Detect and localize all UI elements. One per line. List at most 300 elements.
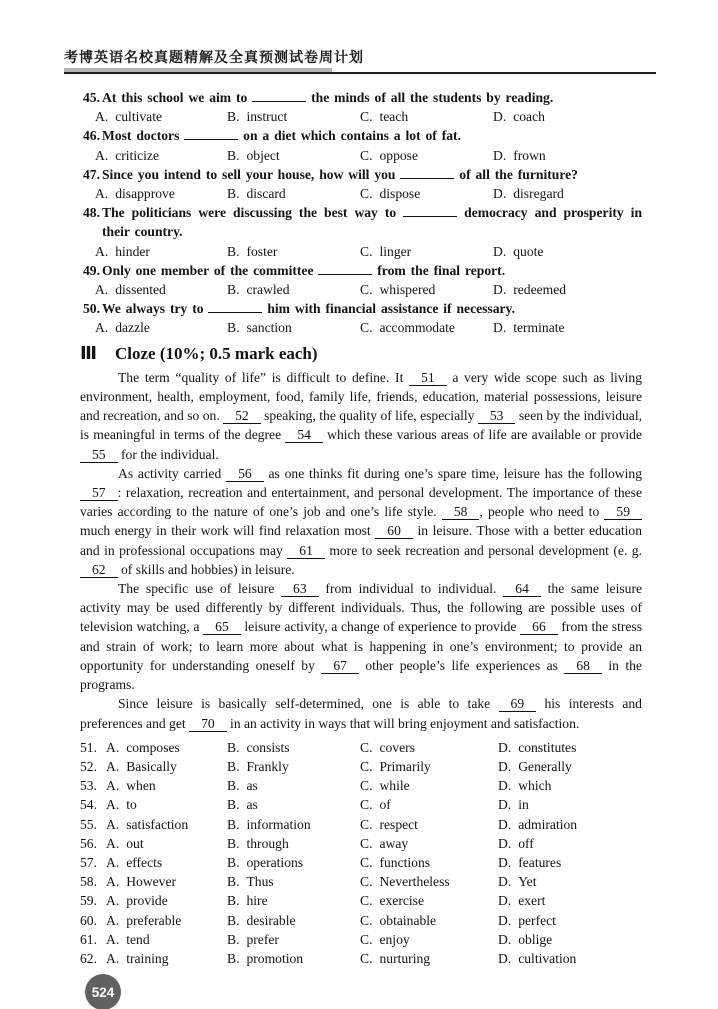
option-c: [360, 930, 498, 949]
option-text: preferable: [126, 912, 182, 928]
option-letter: D.: [498, 893, 512, 909]
option-text: cultivate: [115, 109, 163, 125]
question-number: 51.: [80, 739, 97, 755]
option-a: [95, 146, 227, 165]
question-options-row: [95, 318, 642, 337]
question-number: 60.: [80, 912, 97, 928]
question-options-row: [95, 107, 642, 126]
option-text: functions: [379, 854, 431, 870]
option-c: [360, 795, 498, 814]
cloze-heading: [80, 344, 642, 363]
option-letter: B.: [227, 778, 240, 794]
option-letter: C.: [360, 950, 373, 966]
option-letter: B.: [227, 854, 240, 870]
cloze-question-row: [80, 930, 642, 949]
cloze-blank-57: 57: [80, 485, 118, 501]
option-text: dispose: [379, 186, 421, 202]
option-letter: C.: [360, 758, 373, 774]
option-a: [95, 184, 227, 203]
cloze-paragraph: The specific use of leisure 63 from individual to individual. 64 the same leisure activity may be used differently by different individuals. Thus, the following are possible uses of television watching, a 65 leisure activity, a change of experience to provide 66 from the stress and strain of work; to learn more about what is happening in one’s environment; to provide an opportunity for understanding oneself by 67 other people’s life experiences as 68 in the programs.: [80, 581, 643, 693]
option-text: hinder: [115, 243, 150, 259]
option-letter: C.: [360, 739, 373, 755]
option-c: [360, 949, 498, 968]
option-text: respect: [379, 816, 418, 832]
option-text: quote: [513, 243, 544, 259]
option-letter: D.: [498, 874, 512, 890]
question-stem: Most doctors on a diet which contains a lot of fat.: [102, 128, 461, 144]
option-letter: A.: [95, 320, 109, 336]
option-a: [106, 776, 227, 795]
option-b: [227, 853, 360, 872]
option-text: exercise: [379, 893, 424, 909]
cloze-question-row: [80, 834, 642, 853]
option-text: whispered: [379, 282, 436, 298]
answer-blank: [318, 263, 372, 275]
answer-blank: [208, 302, 262, 314]
option-text: oblige: [518, 931, 553, 947]
cloze-blank-54: 54: [285, 427, 323, 443]
vocab-question: [83, 299, 642, 337]
option-text: away: [379, 835, 409, 851]
option-a: [106, 757, 227, 776]
option-text: effects: [126, 854, 163, 870]
option-text: crawled: [246, 282, 290, 298]
option-letter: C.: [360, 816, 373, 832]
question-number: 55.: [80, 816, 97, 832]
question-stem-row: [83, 88, 642, 107]
option-letter: C.: [360, 186, 373, 202]
vocab-question: [83, 88, 642, 126]
option-b: [227, 280, 360, 299]
vocab-question: [83, 165, 642, 203]
cloze-question-row: [80, 911, 642, 930]
page-number-badge: [85, 974, 121, 1009]
option-text: dissented: [115, 282, 166, 298]
question-stem-row: [83, 261, 642, 280]
option-letter: C.: [360, 912, 373, 928]
option-b: [227, 891, 360, 910]
cloze-question-row: [80, 776, 642, 795]
option-text: covers: [379, 739, 415, 755]
option-c: [360, 757, 498, 776]
answer-blank: [252, 90, 306, 102]
option-text: consists: [246, 739, 290, 755]
option-letter: C.: [360, 778, 373, 794]
question-number: 50.: [83, 301, 100, 317]
option-d: [498, 757, 572, 776]
question-stem-row: [83, 203, 642, 241]
option-b: [227, 318, 360, 337]
option-c: [360, 318, 493, 337]
option-text: object: [246, 147, 280, 163]
vocab-question: [83, 261, 642, 299]
option-letter: C.: [360, 109, 373, 125]
option-a: [95, 242, 227, 261]
option-letter: B.: [227, 243, 240, 259]
option-d: [493, 107, 545, 126]
option-a: [106, 930, 227, 949]
option-letter: C.: [360, 874, 373, 890]
option-letter: C.: [360, 854, 373, 870]
option-letter: A.: [95, 282, 109, 298]
option-c: [360, 107, 493, 126]
option-text: nurturing: [379, 950, 431, 966]
option-a: [106, 853, 227, 872]
option-b: [227, 872, 360, 891]
cloze-blank-53: 53: [478, 408, 516, 424]
option-text: features: [518, 854, 562, 870]
option-text: hire: [246, 893, 268, 909]
cloze-blank-51: 51: [409, 370, 447, 386]
option-a: [106, 891, 227, 910]
header-title: 考博英语名校真题精解及全真预测试卷周计划: [64, 50, 364, 66]
option-c: [360, 815, 498, 834]
cloze-blank-68: 68: [564, 658, 602, 674]
cloze-blank-70: 70: [189, 716, 227, 732]
option-letter: B.: [227, 950, 240, 966]
option-letter: D.: [498, 778, 512, 794]
question-options-row: [95, 184, 642, 203]
option-letter: D.: [498, 797, 512, 813]
cloze-question-row: [80, 891, 642, 910]
question-stem-row: [83, 165, 642, 184]
option-d: [493, 280, 566, 299]
option-letter: D.: [493, 243, 507, 259]
option-letter: B.: [227, 109, 240, 125]
option-a: [95, 107, 227, 126]
option-letter: A.: [106, 778, 120, 794]
option-text: as: [246, 778, 258, 794]
cloze-blank-66: 66: [520, 619, 558, 635]
option-b: [227, 795, 360, 814]
option-b: [227, 776, 360, 795]
option-letter: D.: [498, 931, 512, 947]
option-letter: B.: [227, 835, 240, 851]
option-text: when: [126, 778, 156, 794]
option-c: [360, 184, 493, 203]
page-number: 524: [91, 984, 115, 1000]
option-text: Frankly: [246, 758, 289, 774]
option-d: [498, 834, 534, 853]
option-a: [106, 911, 227, 930]
option-text: Generally: [518, 758, 572, 774]
option-letter: B.: [227, 320, 240, 336]
option-letter: C.: [360, 147, 373, 163]
option-letter: C.: [360, 893, 373, 909]
option-text: redeemed: [513, 282, 567, 298]
question-stem: The politicians were discussing the best way to democracy and prosperity in their country.: [102, 205, 642, 240]
option-text: frown: [513, 147, 546, 163]
option-letter: A.: [106, 854, 120, 870]
option-text: sanction: [246, 320, 292, 336]
cloze-blank-60: 60: [375, 523, 413, 539]
cloze-passage: [80, 368, 642, 733]
option-letter: B.: [227, 816, 240, 832]
option-text: accommodate: [379, 320, 455, 336]
option-text: Primarily: [379, 758, 431, 774]
option-text: tend: [126, 931, 150, 947]
option-text: training: [126, 950, 169, 966]
option-text: off: [518, 835, 534, 851]
option-letter: A.: [106, 950, 120, 966]
option-text: Nevertheless: [379, 874, 450, 890]
option-c: [360, 872, 498, 891]
option-letter: B.: [227, 186, 240, 202]
option-text: dazzle: [115, 320, 150, 336]
option-text: composes: [126, 739, 180, 755]
option-text: linger: [379, 243, 412, 259]
option-text: disregard: [513, 186, 564, 202]
cloze-paragraph: As activity carried 56 as one thinks fit during one’s spare time, leisure has the following 57 : relaxation, recreation and entertainment, and personal development. The importance of these varies according to the nature of one’s job and one’s life style. 58 , people who need to 59 much energy in their work will find relaxation most 60 in leisure. Those with a better education and in professional occupations may 61 more to seek recreation and personal development (e. g. 62 of skills and hobbies) in leisure.: [80, 465, 643, 577]
question-number: 45.: [83, 90, 100, 105]
option-a: [106, 949, 227, 968]
option-b: [227, 146, 360, 165]
question-stem: We always try to him with financial assistance if necessary.: [102, 301, 515, 317]
question-stem-row: [83, 299, 642, 318]
option-text: However: [126, 874, 177, 890]
question-number: 47.: [83, 166, 100, 182]
section-title: Cloze (10%; 0.5 mark each): [115, 343, 318, 363]
option-c: [360, 738, 498, 757]
option-c: [360, 146, 493, 165]
option-text: out: [126, 835, 144, 851]
answer-blank: [400, 167, 454, 179]
option-letter: B.: [227, 931, 240, 947]
option-d: [493, 318, 565, 337]
option-c: [360, 891, 498, 910]
option-text: which: [518, 778, 552, 794]
option-letter: D.: [493, 320, 507, 336]
cloze-question-row: [80, 757, 642, 776]
question-number: 56.: [80, 835, 97, 851]
option-letter: C.: [360, 835, 373, 851]
option-letter: B.: [227, 282, 240, 298]
cloze-blank-63: 63: [281, 581, 319, 597]
option-c: [360, 242, 493, 261]
option-text: to: [126, 797, 137, 813]
cloze-paragraph: Since leisure is basically self-determined, one is able to take 69 his interests and preferences and get 70 in an activity in ways that will bring enjoyment and satisfaction.: [80, 696, 642, 731]
vocab-questions-section: [83, 88, 642, 338]
option-d: [498, 891, 545, 910]
cloze-blank-61: 61: [287, 543, 325, 559]
answer-blank: [184, 129, 238, 141]
option-text: enjoy: [379, 931, 410, 947]
question-stem: Only one member of the committee from the final report.: [102, 262, 506, 278]
option-d: [498, 872, 537, 891]
option-b: [227, 815, 360, 834]
option-letter: A.: [106, 893, 120, 909]
option-letter: A.: [106, 874, 120, 890]
option-text: perfect: [518, 912, 556, 928]
question-number: 54.: [80, 797, 97, 813]
option-d: [498, 911, 556, 930]
option-text: desirable: [246, 912, 296, 928]
section-numeral: Ⅲ: [80, 342, 98, 364]
option-letter: A.: [106, 739, 120, 755]
question-number: 57.: [80, 854, 97, 870]
option-text: exert: [518, 893, 546, 909]
option-text: admiration: [518, 816, 578, 832]
option-letter: A.: [106, 797, 120, 813]
cloze-question-row: [80, 815, 642, 834]
question-options-row: [95, 280, 642, 299]
question-number: 58.: [80, 874, 97, 890]
option-text: satisfaction: [126, 816, 189, 832]
option-a: [106, 815, 227, 834]
option-text: Yet: [518, 874, 537, 890]
cloze-blank-65: 65: [203, 619, 241, 635]
option-letter: B.: [227, 758, 240, 774]
option-text: through: [246, 835, 289, 851]
option-d: [498, 949, 576, 968]
option-c: [360, 776, 498, 795]
option-c: [360, 834, 498, 853]
option-b: [227, 930, 360, 949]
option-text: provide: [126, 893, 168, 909]
option-letter: A.: [95, 109, 109, 125]
option-letter: D.: [493, 282, 507, 298]
option-letter: B.: [227, 147, 240, 163]
option-letter: B.: [227, 874, 240, 890]
option-letter: A.: [106, 931, 120, 947]
question-number: 48.: [83, 205, 100, 221]
cloze-blank-59: 59: [604, 504, 642, 520]
vocab-question: [83, 126, 642, 164]
question-stem-row: [83, 126, 642, 145]
option-letter: B.: [227, 893, 240, 909]
option-letter: D.: [498, 816, 512, 832]
option-d: [498, 776, 551, 795]
option-text: Thus: [246, 874, 274, 890]
cloze-options-list: [80, 738, 642, 968]
option-a: [106, 795, 227, 814]
question-number: 52.: [80, 758, 97, 774]
option-a: [106, 834, 227, 853]
option-d: [498, 795, 529, 814]
option-letter: C.: [360, 797, 373, 813]
question-options-row: [95, 242, 642, 261]
option-d: [493, 242, 543, 261]
cloze-blank-56: 56: [226, 466, 264, 482]
cloze-question-row: [80, 949, 642, 968]
cloze-question-row: [80, 738, 642, 757]
option-letter: D.: [493, 186, 507, 202]
option-letter: D.: [498, 758, 512, 774]
option-letter: D.: [498, 835, 512, 851]
option-letter: B.: [227, 912, 240, 928]
question-number: 53.: [80, 778, 97, 794]
option-text: criticize: [115, 147, 159, 163]
option-a: [95, 318, 227, 337]
option-text: in: [518, 797, 529, 813]
header-rule: [64, 72, 656, 74]
option-text: constitutes: [518, 739, 577, 755]
vocab-question: [83, 203, 642, 261]
cloze-blank-64: 64: [503, 581, 541, 597]
question-stem: Since you intend to sell your house, how will you of all the furniture?: [102, 166, 578, 182]
option-letter: A.: [106, 835, 120, 851]
option-a: [106, 872, 227, 891]
option-letter: D.: [498, 739, 512, 755]
question-options-row: [95, 146, 642, 165]
cloze-blank-69: 69: [499, 696, 537, 712]
option-letter: A.: [106, 758, 120, 774]
question-stem: At this school we aim to the minds of all the students by reading.: [102, 90, 554, 105]
option-letter: D.: [493, 109, 507, 125]
option-text: foster: [246, 243, 278, 259]
option-letter: A.: [106, 816, 120, 832]
option-text: operations: [246, 854, 304, 870]
option-letter: A.: [106, 912, 120, 928]
option-d: [493, 146, 546, 165]
option-text: discard: [246, 186, 286, 202]
option-text: as: [246, 797, 258, 813]
option-b: [227, 834, 360, 853]
cloze-blank-67: 67: [321, 658, 359, 674]
cloze-blank-58: 58: [442, 504, 480, 520]
option-b: [227, 107, 360, 126]
question-number: 59.: [80, 893, 97, 909]
option-b: [227, 738, 360, 757]
option-text: oppose: [379, 147, 418, 163]
option-letter: D.: [498, 854, 512, 870]
option-text: while: [379, 778, 410, 794]
option-b: [227, 184, 360, 203]
option-letter: B.: [227, 797, 240, 813]
option-letter: A.: [95, 147, 109, 163]
cloze-blank-55: 55: [80, 447, 118, 463]
cloze-paragraph: The term “quality of life” is difficult to define. It 51 a very wide scope such as living environment, health, employment, food, family life, friends, education, material possessions, leisure and recreation, and so on. 52 speaking, the quality of life, especially 53 seen by the individual, is meaningful in terms of the degree 54 which these various areas of life are available or provide 55 for the individual.: [80, 369, 642, 462]
page-content: [80, 88, 642, 968]
option-letter: D.: [498, 912, 512, 928]
page-header: [64, 0, 656, 74]
option-b: [227, 242, 360, 261]
option-text: of: [379, 797, 391, 813]
option-d: [498, 853, 561, 872]
cloze-section: [80, 344, 642, 969]
option-letter: C.: [360, 320, 373, 336]
option-c: [360, 853, 498, 872]
question-number: 46.: [83, 128, 100, 144]
option-letter: C.: [360, 282, 373, 298]
option-letter: B.: [227, 739, 240, 755]
option-text: information: [246, 816, 311, 832]
option-text: promotion: [246, 950, 304, 966]
option-a: [95, 280, 227, 299]
option-letter: D.: [493, 147, 507, 163]
question-number: 49.: [83, 262, 100, 278]
option-letter: C.: [360, 931, 373, 947]
option-text: coach: [513, 109, 545, 125]
option-text: prefer: [246, 931, 279, 947]
option-b: [227, 911, 360, 930]
cloze-question-row: [80, 795, 642, 814]
cloze-blank-52: 52: [223, 408, 261, 424]
cloze-question-row: [80, 872, 642, 891]
option-letter: A.: [95, 243, 109, 259]
option-text: obtainable: [379, 912, 437, 928]
option-a: [106, 738, 227, 757]
option-text: cultivation: [518, 950, 577, 966]
option-letter: A.: [95, 186, 109, 202]
option-text: Basically: [126, 758, 177, 774]
option-d: [498, 738, 576, 757]
option-text: instruct: [246, 109, 288, 125]
option-b: [227, 757, 360, 776]
option-letter: C.: [360, 243, 373, 259]
option-text: terminate: [513, 320, 565, 336]
option-d: [498, 930, 552, 949]
